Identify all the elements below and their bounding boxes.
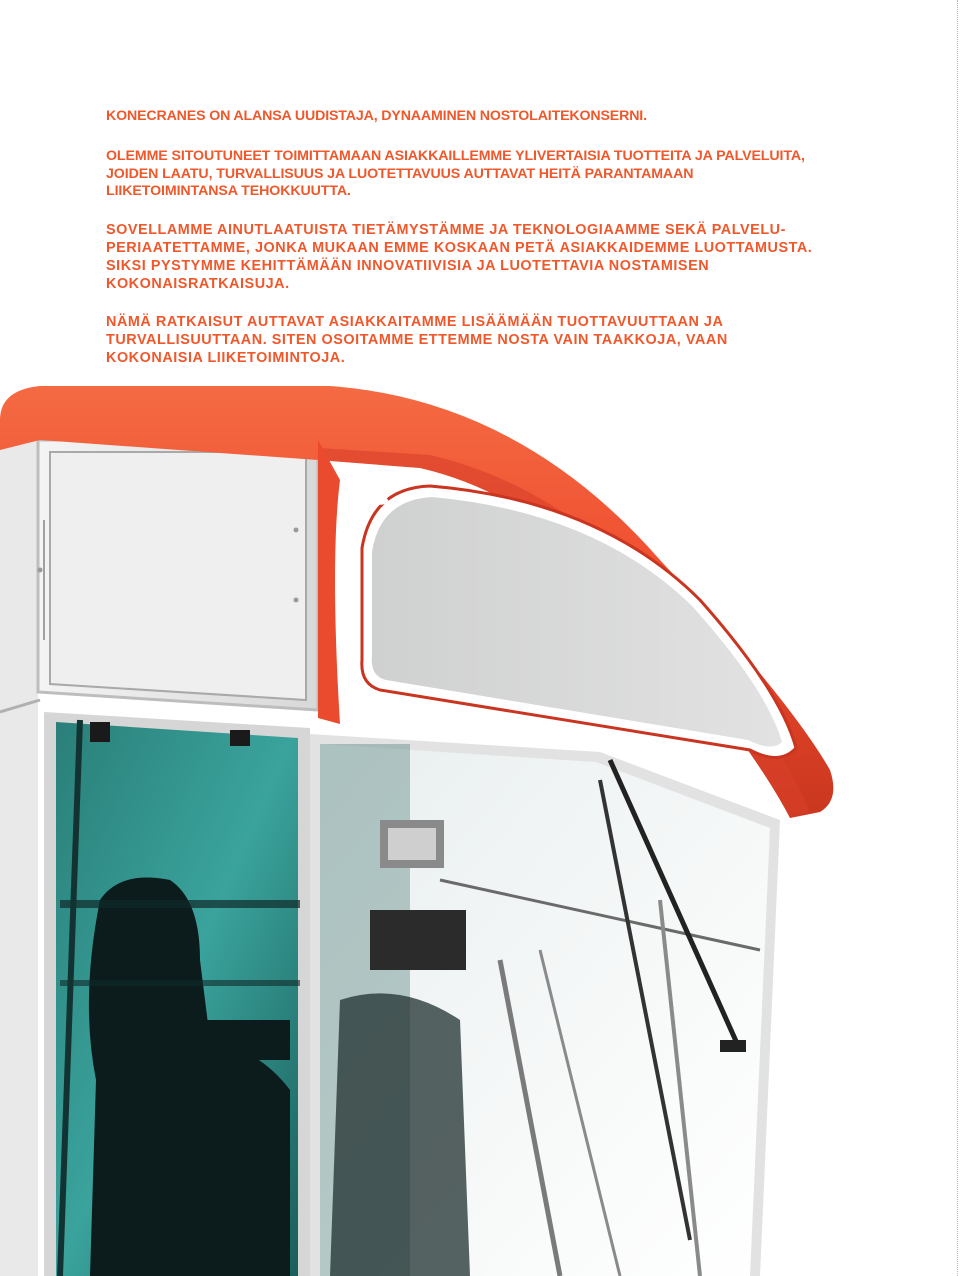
crane-cabin-photo — [0, 370, 960, 1276]
konecranes-c-logo-icon — [366, 474, 390, 502]
body-text — [106, 108, 826, 367]
cabin-front-window — [310, 734, 780, 1276]
intro-line: KONECRANES ON ALANSA UUDISTAJA, DYNAAMINEN NOSTOLAITEKONSERNI. — [106, 108, 647, 124]
paragraph-2: SOVELLAMME AINUTLAATUISTA TIETÄMYSTÄMME JA TEKNOLOGIAAMME SEKÄ PALVELU-PERIAATETTAMME, JONKA MUKAAN EMME KOSKAAN PETÄ ASIAKKAIDEMME LUOTTAMUSTA. SIKSI PYSTYMME KEHITTÄMÄÄN INNOVATIIVISIA JA LUOTETTAVIA NOSTAMISEN KOKONAISRATKAISUJA. — [106, 221, 813, 292]
cabin-side-door — [44, 712, 310, 1276]
paragraph-3: NÄMÄ RATKAISUT AUTTAVAT ASIAKKAITAMME LISÄÄMÄÄN TUOTTAVUUTTAAN JA TURVALLISUUTTAAN. SITEN OSOITAMME ETTEMME NOSTA VAIN TAAKKOJA, VAAN KOKONAISIA LIIKETOIMINTOJA. — [106, 313, 728, 366]
paragraph-1: OLEMME SITOUTUNEET TOIMITTAMAAN ASIAKKAILLEMME YLIVERTAISIA TUOTTEITA JA PALVELUITA, JOIDEN LAATU, TURVALLISUUS JA LUOTETTAVUUS AUTTAVAT HEITÄ PARANTAMAAN LIIKETOIMINTANSA TEHOKKUUTTA. — [106, 148, 805, 199]
